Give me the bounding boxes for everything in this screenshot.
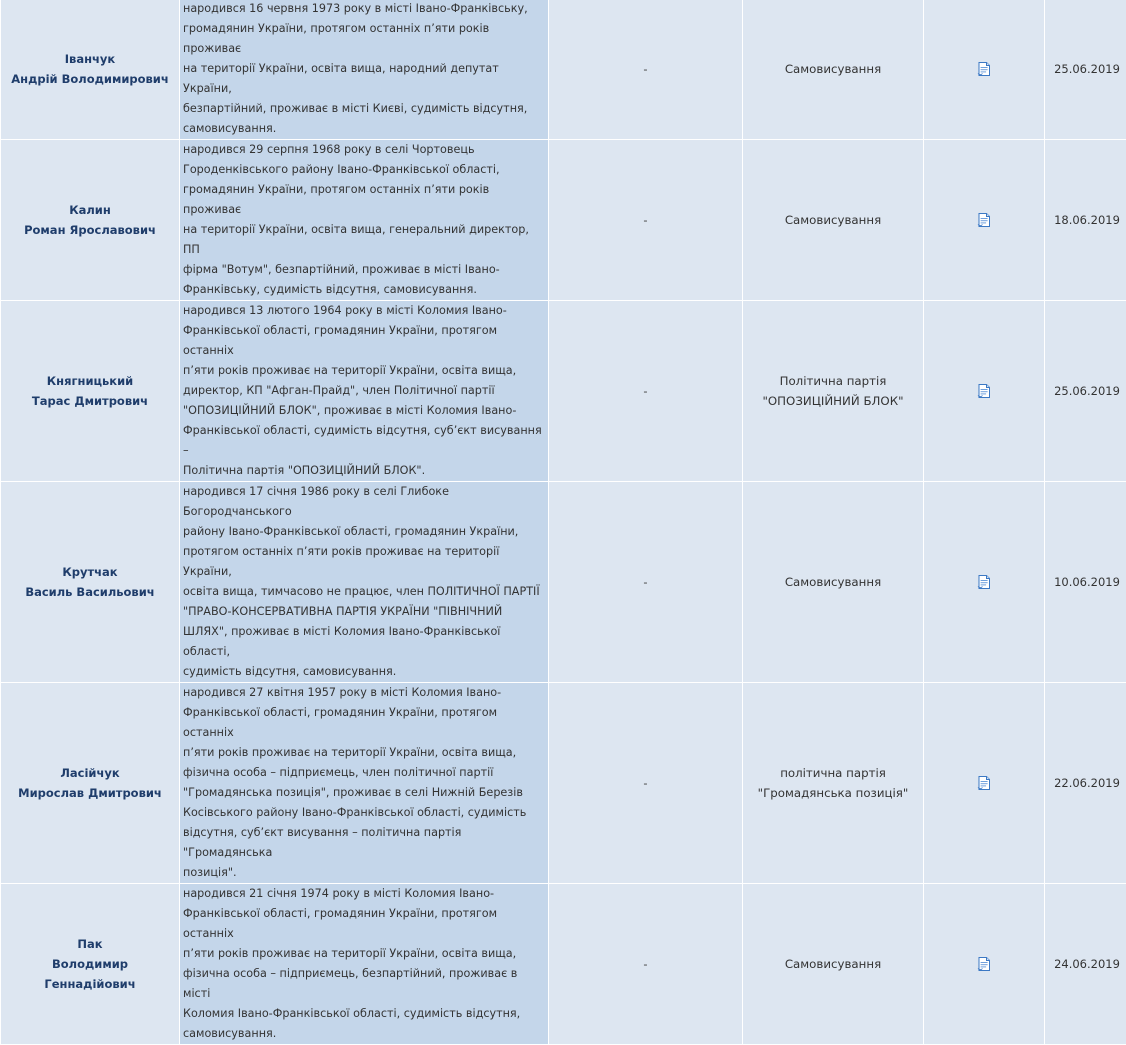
nomination-subject-line: Самовисування bbox=[743, 954, 923, 974]
nomination-subject-cell bbox=[743, 884, 924, 1045]
candidate-name-line: Мирослав Дмитрович bbox=[1, 783, 179, 803]
candidate-name-line: Княгницький bbox=[1, 371, 179, 391]
nomination-subject-line: Самовисування bbox=[743, 210, 923, 230]
candidate-bio-line: безпартійний, проживає в місті Києві, судимість відсутня, bbox=[183, 99, 544, 119]
table-row bbox=[1, 0, 1126, 140]
nomination-subject-line: "Громадянська позиція" bbox=[743, 783, 923, 803]
candidate-bio-line: директор, КП "Афган-Прайд", член Політичної партії bbox=[183, 381, 544, 401]
candidate-name-line: Роман Ярославович bbox=[1, 220, 179, 240]
empty-value-cell: - bbox=[549, 683, 743, 884]
nomination-subject-cell bbox=[743, 0, 924, 140]
candidate-name-line: Ласійчук bbox=[1, 763, 179, 783]
document-icon[interactable] bbox=[977, 775, 991, 791]
candidate-bio-line: Франківської області, судимість відсутня, суб’єкт висування – bbox=[183, 421, 544, 461]
nomination-subject-line: Самовисування bbox=[743, 59, 923, 79]
candidate-bio-line: фізична особа – підприємець, безпартійний, проживає в місті bbox=[183, 964, 544, 1004]
candidate-bio-line: громадянин України, протягом останніх п’яти років проживає bbox=[183, 180, 544, 220]
table-row bbox=[1, 482, 1126, 683]
candidate-bio-line: Франківську, судимість відсутня, самовисування. bbox=[183, 280, 544, 300]
candidate-bio-line: самовисування. bbox=[183, 1024, 544, 1044]
document-link-cell bbox=[924, 482, 1045, 683]
candidate-bio-cell bbox=[180, 140, 549, 301]
candidate-bio-line: ШЛЯХ", проживає в місті Коломия Івано-Франківської області, bbox=[183, 622, 544, 662]
nomination-subject-cell bbox=[743, 683, 924, 884]
candidate-bio-line: на території України, освіта вища, генеральний директор, ПП bbox=[183, 220, 544, 260]
candidate-name-cell bbox=[1, 140, 180, 301]
nomination-subject-line: Самовисування bbox=[743, 572, 923, 592]
registration-date-cell: 18.06.2019 bbox=[1045, 140, 1126, 301]
candidate-bio-line: п’яти років проживає на території України, освіта вища, bbox=[183, 361, 544, 381]
nomination-subject-line: Політична партія bbox=[743, 371, 923, 391]
candidate-name-line: Володимир bbox=[1, 954, 179, 974]
nomination-subject-cell bbox=[743, 482, 924, 683]
candidate-bio-line: народився 27 квітня 1957 року в місті Коломия Івано- bbox=[183, 683, 544, 703]
candidate-bio-line: п’яти років проживає на території України, освіта вища, bbox=[183, 743, 544, 763]
registration-date-cell: 25.06.2019 bbox=[1045, 0, 1126, 140]
candidate-bio-cell bbox=[180, 482, 549, 683]
candidate-bio-line: п’яти років проживає на території України, освіта вища, bbox=[183, 944, 544, 964]
candidate-bio-line: Коломия Івано-Франківської області, судимість відсутня, bbox=[183, 1004, 544, 1024]
candidate-bio-line: народився 17 січня 1986 року в селі Глибоке Богородчанського bbox=[183, 482, 544, 522]
candidate-bio-line: громадянин України, протягом останніх п’яти років проживає bbox=[183, 19, 544, 59]
candidate-bio-line: протягом останніх п’яти років проживає на території України, bbox=[183, 542, 544, 582]
document-icon[interactable] bbox=[977, 574, 991, 590]
candidate-bio-line: відсутня, суб’єкт висування – політична партія "Громадянська bbox=[183, 823, 544, 863]
candidate-bio-line: Політична партія "ОПОЗИЦІЙНИЙ БЛОК". bbox=[183, 461, 544, 481]
document-link-cell bbox=[924, 683, 1045, 884]
candidate-bio-line: народився 13 лютого 1964 року в місті Коломия Івано- bbox=[183, 301, 544, 321]
candidate-bio-line: позиція". bbox=[183, 863, 544, 883]
registration-date-cell: 25.06.2019 bbox=[1045, 301, 1126, 482]
document-icon[interactable] bbox=[977, 956, 991, 972]
candidate-bio-line: судимість відсутня, самовисування. bbox=[183, 662, 544, 682]
empty-value-cell: - bbox=[549, 0, 743, 140]
nomination-subject-line: "ОПОЗИЦІЙНИЙ БЛОК" bbox=[743, 391, 923, 411]
nomination-subject-cell bbox=[743, 301, 924, 482]
empty-value-cell: - bbox=[549, 140, 743, 301]
registration-date-cell: 24.06.2019 bbox=[1045, 884, 1126, 1045]
candidate-name-cell bbox=[1, 482, 180, 683]
candidate-bio-line: на території України, освіта вища, народний депутат України, bbox=[183, 59, 544, 99]
candidate-name-line: Крутчак bbox=[1, 562, 179, 582]
candidate-name-cell bbox=[1, 683, 180, 884]
candidate-bio-line: освіта вища, тимчасово не працює, член ПОЛІТИЧНОЇ ПАРТІЇ bbox=[183, 582, 544, 602]
candidates-table-body bbox=[1, 0, 1126, 1045]
candidate-name-line: Іванчук bbox=[1, 49, 179, 69]
document-icon[interactable] bbox=[977, 383, 991, 399]
candidate-name-line: Тарас Дмитрович bbox=[1, 391, 179, 411]
empty-value-cell: - bbox=[549, 482, 743, 683]
document-icon[interactable] bbox=[977, 212, 991, 228]
candidate-bio-line: Франківської області, громадянин України, протягом останніх bbox=[183, 321, 544, 361]
candidate-bio-line: народився 21 січня 1974 року в місті Коломия Івано- bbox=[183, 884, 544, 904]
candidate-bio-line: "Громадянська позиція", проживає в селі Нижній Березів bbox=[183, 783, 544, 803]
candidate-bio-line: самовисування. bbox=[183, 119, 544, 139]
candidate-bio-line: Косівського району Івано-Франківської області, судимість bbox=[183, 803, 544, 823]
candidate-name-line: Калин bbox=[1, 200, 179, 220]
candidate-bio-line: фізична особа – підприємець, член політичної партії bbox=[183, 763, 544, 783]
table-row bbox=[1, 140, 1126, 301]
candidate-bio-cell bbox=[180, 884, 549, 1045]
empty-value-cell: - bbox=[549, 884, 743, 1045]
document-icon[interactable] bbox=[977, 61, 991, 77]
candidate-name-line: Пак bbox=[1, 934, 179, 954]
document-link-cell bbox=[924, 140, 1045, 301]
candidate-name-line: Геннадійович bbox=[1, 974, 179, 994]
candidate-bio-line: "ПРАВО-КОНСЕРВАТИВНА ПАРТІЯ УКРАЇНИ "ПІВНІЧНИЙ bbox=[183, 602, 544, 622]
empty-value-cell: - bbox=[549, 301, 743, 482]
document-link-cell bbox=[924, 884, 1045, 1045]
candidate-bio-cell bbox=[180, 0, 549, 140]
table-row bbox=[1, 884, 1126, 1045]
nomination-subject-line: політична партія bbox=[743, 763, 923, 783]
candidate-bio-line: народився 29 серпня 1968 року в селі Чортовець bbox=[183, 140, 544, 160]
candidate-bio-line: Франківської області, громадянин України, протягом останніх bbox=[183, 904, 544, 944]
registration-date-cell: 22.06.2019 bbox=[1045, 683, 1126, 884]
candidate-bio-cell bbox=[180, 301, 549, 482]
candidate-bio-line: Городенківського району Івано-Франківської області, bbox=[183, 160, 544, 180]
candidate-name-cell bbox=[1, 301, 180, 482]
candidate-bio-line: фірма "Вотум", безпартійний, проживає в місті Івано- bbox=[183, 260, 544, 280]
registration-date-cell: 10.06.2019 bbox=[1045, 482, 1126, 683]
table-row bbox=[1, 683, 1126, 884]
candidate-name-line: Андрій Володимирович bbox=[1, 69, 179, 89]
table-row bbox=[1, 301, 1126, 482]
nomination-subject-cell bbox=[743, 140, 924, 301]
candidate-name-cell bbox=[1, 0, 180, 140]
candidate-bio-line: "ОПОЗИЦІЙНИЙ БЛОК", проживає в місті Коломия Івано- bbox=[183, 401, 544, 421]
candidate-bio-line: народився 16 червня 1973 року в місті Івано-Франківську, bbox=[183, 0, 544, 19]
candidate-bio-line: району Івано-Франківської області, громадянин України, bbox=[183, 522, 544, 542]
candidate-name-line: Василь Васильович bbox=[1, 582, 179, 602]
candidate-name-cell bbox=[1, 884, 180, 1045]
candidate-bio-cell bbox=[180, 683, 549, 884]
document-link-cell bbox=[924, 301, 1045, 482]
candidate-bio-line: Франківської області, громадянин України, протягом останніх bbox=[183, 703, 544, 743]
document-link-cell bbox=[924, 0, 1045, 140]
